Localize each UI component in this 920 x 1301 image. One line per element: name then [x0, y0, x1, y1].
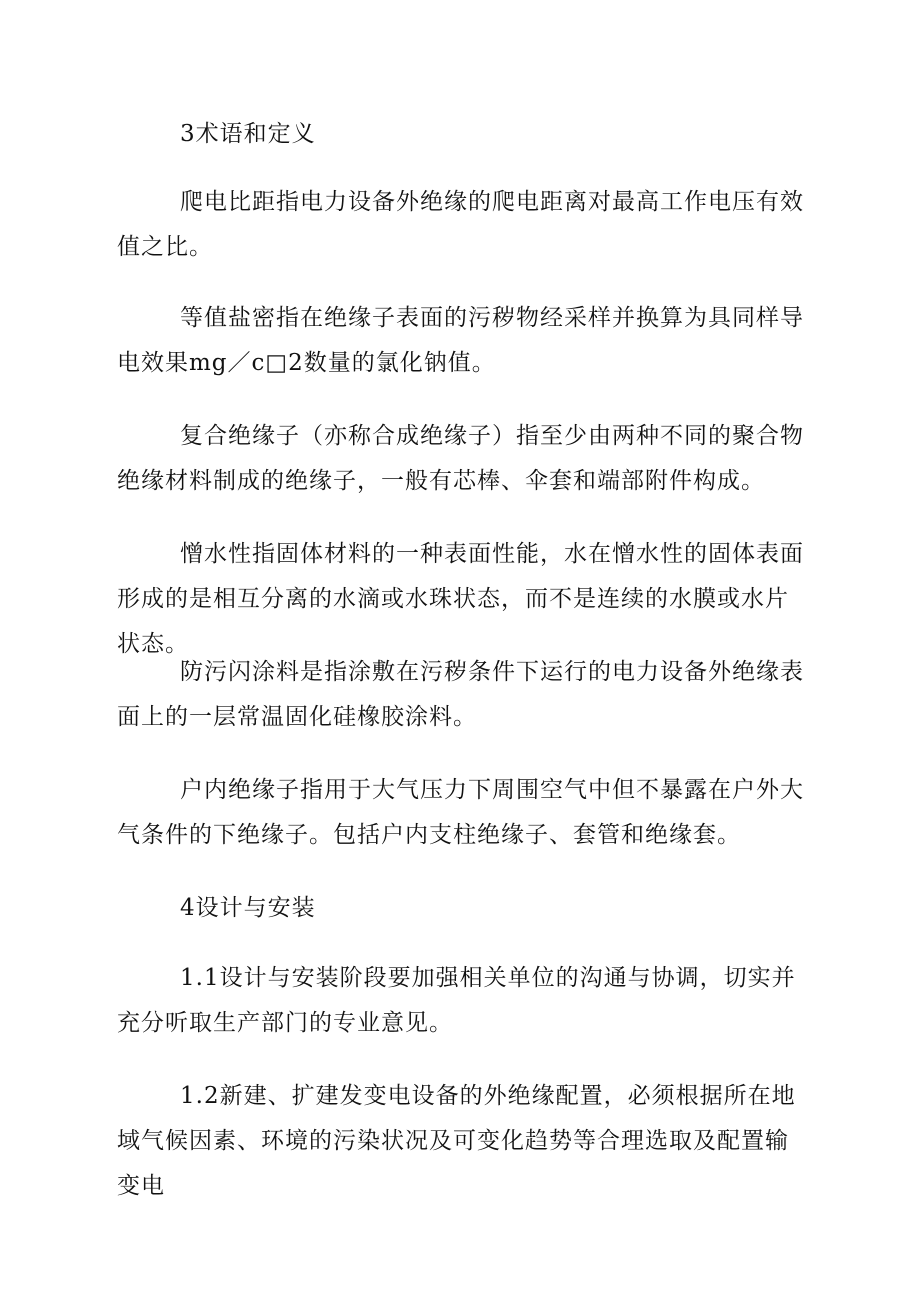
section-heading-3: 3术语和定义 [180, 121, 316, 147]
definition-anti-pollution-coating: 防污闪涂料是指涂敷在污秽条件下运行的电力设备外绝缘表面上的一层常温固化硅橡胶涂料。 [117, 659, 804, 730]
definition-hydrophobicity: 憎水性指固体材料的一种表面性能，水在憎水性的固体表面形成的是相互分离的水滴或水珠状态，而不是连续的水膜或水片状态。 [117, 541, 804, 657]
definition-composite-insulator: 复合绝缘子（亦称合成绝缘子）指至少由两种不同的聚合物绝缘材料制成的绝缘子，一般有芯棒、伞套和端部附件构成。 [117, 423, 804, 494]
clause-1-2: 1.2新建、扩建发变电设备的外绝缘配置，必须根据所在地域气候因素、环境的污染状况及可变化趋势等合理选取及配置输变电 [117, 1083, 796, 1199]
definition-indoor-insulator: 户内绝缘子指用于大气压力下周围空气中但不暴露在户外大气条件的下绝缘子。包括户内支柱绝缘子、套管和绝缘套。 [117, 777, 804, 848]
clause-1-1: 1.1设计与安装阶段要加强相关单位的沟通与协调，切实并充分听取生产部门的专业意见。 [117, 965, 796, 1036]
definition-equivalent-salt-density: 等值盐密指在绝缘子表面的污秽物经采样并换算为具同样导电效果mg／c□2数量的氯化钠值。 [117, 305, 804, 376]
definition-creepage-ratio: 爬电比距指电力设备外绝缘的爬电距离对最高工作电压有效值之比。 [117, 189, 804, 260]
section-heading-4: 4设计与安装 [180, 895, 316, 921]
